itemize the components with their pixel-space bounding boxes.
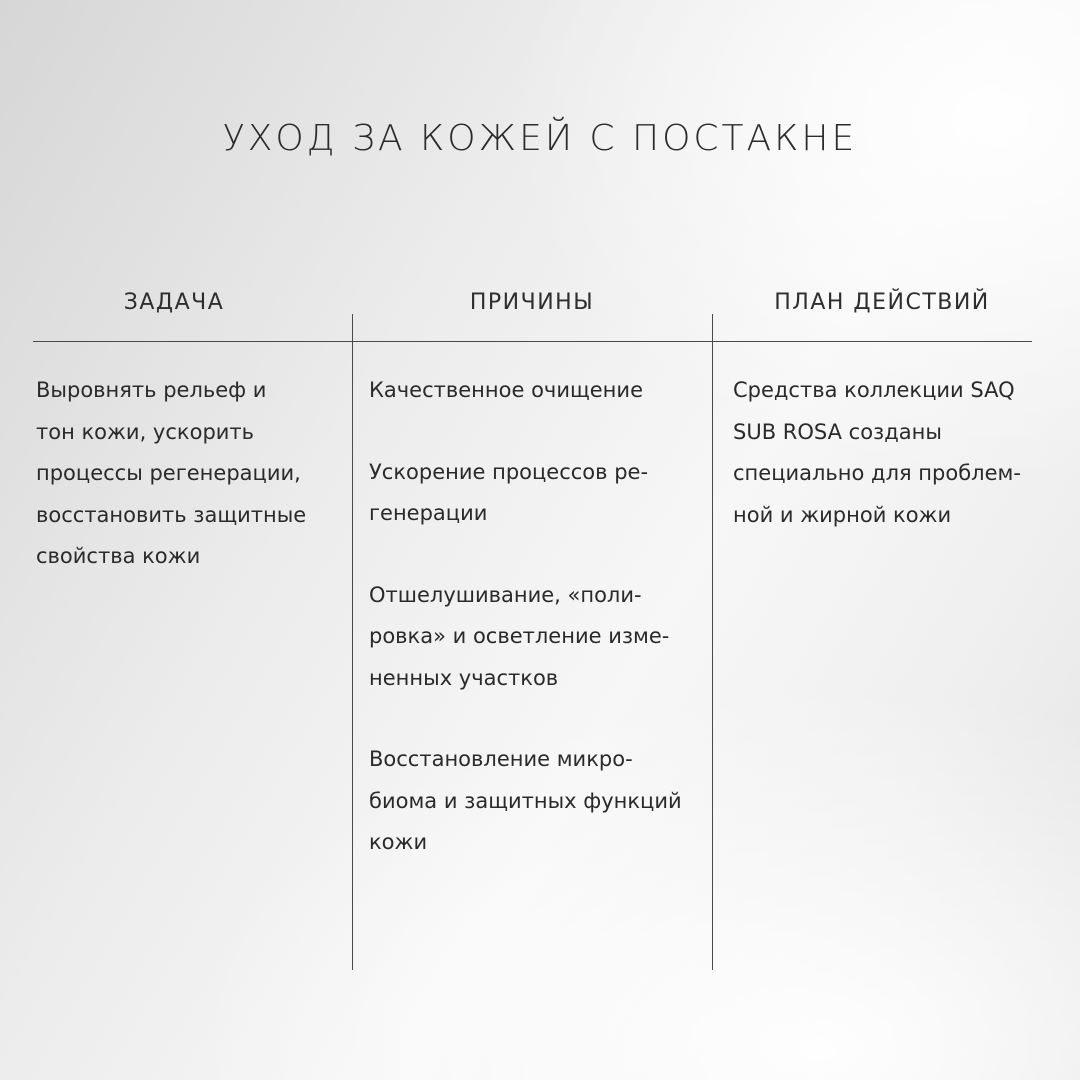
- cause-line: биома и защитных функций: [369, 788, 682, 813]
- cause-item: [369, 370, 704, 412]
- plan-line: специально для проблем-: [733, 461, 1021, 485]
- plan-line: ной и жирной кожи: [733, 502, 952, 527]
- column-divider-1: [352, 314, 353, 970]
- causes-cell: [369, 370, 704, 904]
- cause-item: [369, 575, 704, 700]
- column-header-causes: ПРИЧИНЫ: [469, 290, 595, 315]
- column-divider-2: [712, 314, 713, 970]
- cause-line: Качественное очищение: [369, 378, 643, 402]
- plan-line: SUB ROSA созданы: [733, 419, 942, 444]
- cause-item: [369, 739, 704, 864]
- task-cell: [36, 370, 336, 578]
- plan-text: [733, 370, 1053, 536]
- cause-line: кожи: [369, 830, 428, 854]
- page-title: УХОД ЗА КОЖЕЙ С ПОСТАКНЕ: [222, 118, 858, 159]
- task-text: [36, 370, 336, 578]
- plan-cell: [733, 370, 1053, 536]
- column-header-plan: ПЛАН ДЕЙСТВИЙ: [774, 290, 990, 315]
- task-line: процессы регенерации,: [36, 461, 301, 485]
- cause-line: Отшелушивание, «поли-: [369, 582, 642, 607]
- cause-item: [369, 452, 704, 535]
- cause-line: Ускорение процессов ре-: [369, 459, 649, 484]
- task-line: тон кожи, ускорить: [36, 419, 255, 444]
- task-line: свойства кожи: [36, 544, 201, 568]
- cause-line: ровка» и осветление изме-: [369, 624, 670, 648]
- column-header-task: ЗАДАЧА: [123, 290, 225, 315]
- task-line: Выровнять рельеф и: [36, 378, 267, 402]
- task-line: восстановить защитные: [36, 502, 307, 527]
- cause-line: ненных участков: [369, 665, 559, 690]
- cause-line: Восстановление микро-: [369, 747, 633, 771]
- plan-line: Средства коллекции SAQ: [733, 378, 1015, 402]
- header-divider: [33, 341, 1032, 342]
- cause-line: генерации: [369, 501, 488, 525]
